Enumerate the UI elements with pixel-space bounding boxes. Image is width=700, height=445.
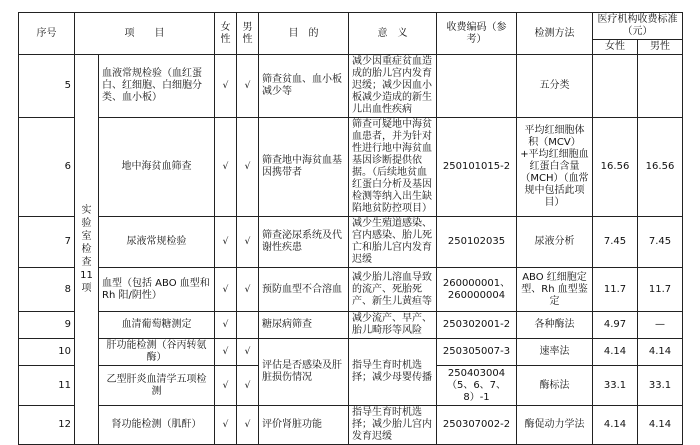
row-code: 250305007-3 bbox=[437, 339, 517, 366]
female-mark: √ bbox=[215, 118, 237, 217]
row-meaning: 筛查可疑地中海贫血患者，并为针对性进行地中海贫血基因诊断提供依据。（后续地贫血红蛋白分析及基因检测等纳入出生缺陷地贫防控项目） bbox=[349, 118, 437, 217]
row-fee-female: 4.14 bbox=[593, 339, 638, 366]
row-fee-female: 11.7 bbox=[593, 268, 638, 312]
female-mark: √ bbox=[215, 55, 237, 118]
row-no: 8 bbox=[19, 268, 75, 312]
category-cell: 实验室检查11项 bbox=[75, 55, 99, 445]
row-meaning: 减少生殖道感染、宫内感染、胎儿死亡和胎儿宫内发育迟缓 bbox=[349, 217, 437, 268]
header-fee-standard: 医疗机构收费标准（元） bbox=[593, 13, 683, 40]
row-no: 12 bbox=[19, 406, 75, 445]
row-method: ABO 红细胞定型、Rh 血型鉴定 bbox=[517, 268, 593, 312]
row-code: 250101015-2 bbox=[437, 118, 517, 217]
row-method: 尿液分析 bbox=[517, 217, 593, 268]
male-mark: √ bbox=[237, 55, 259, 118]
header-meaning: 意 义 bbox=[349, 13, 437, 55]
row-fee-male: 4.14 bbox=[638, 406, 683, 445]
row-no: 5 bbox=[19, 55, 75, 118]
row-code: 250403004（5、6、7、8）-1 bbox=[437, 366, 517, 406]
row-item: 血液常规检验（血红蛋白、红细胞、白细胞分类、血小板） bbox=[99, 55, 215, 118]
row-fee-male: — bbox=[638, 312, 683, 339]
row-fee-male bbox=[638, 55, 683, 118]
female-mark: √ bbox=[215, 406, 237, 445]
row-fee-female: 7.45 bbox=[593, 217, 638, 268]
row-method: 各种酶法 bbox=[517, 312, 593, 339]
row-fee-female: 4.14 bbox=[593, 406, 638, 445]
row-purpose: 筛查泌尿系统及代谢性疾患 bbox=[259, 217, 349, 268]
row-purpose: 评估是否感染及肝脏损伤情况 bbox=[259, 339, 349, 406]
row-fee-male: 11.7 bbox=[638, 268, 683, 312]
row-code: 250302001-2 bbox=[437, 312, 517, 339]
male-mark: √ bbox=[237, 268, 259, 312]
table-row bbox=[19, 55, 683, 118]
row-fee-female: 4.97 bbox=[593, 312, 638, 339]
female-mark: √ bbox=[215, 339, 237, 366]
row-code: 250307002-2 bbox=[437, 406, 517, 445]
row-code: 260000001、260000004 bbox=[437, 268, 517, 312]
row-method: 平均红细胞体积（MCV）+平均红细胞血红蛋白含量（MCH）（血常规中包括此项目） bbox=[517, 118, 593, 217]
male-mark bbox=[237, 312, 259, 339]
header-item: 项 目 bbox=[75, 13, 215, 55]
row-purpose: 预防血型不合溶血 bbox=[259, 268, 349, 312]
row-item: 血型（包括 ABO 血型和 Rh 阳/阴性） bbox=[99, 268, 215, 312]
row-meaning: 减少因重症贫血造成的胎儿宫内发育迟缓；减少因血小板减少造成的新生儿出血性疾病 bbox=[349, 55, 437, 118]
row-item: 血清葡萄糖测定 bbox=[99, 312, 215, 339]
row-item: 乙型肝炎血清学五项检测 bbox=[99, 366, 215, 406]
table-row bbox=[19, 339, 683, 366]
row-purpose: 糖尿病筛查 bbox=[259, 312, 349, 339]
row-meaning: 指导生育时机选择；减少胎儿宫内发育迟缓 bbox=[349, 406, 437, 445]
row-item: 肝功能检测（谷丙转氨酶） bbox=[99, 339, 215, 366]
female-mark: √ bbox=[215, 268, 237, 312]
row-no: 6 bbox=[19, 118, 75, 217]
row-meaning: 指导生育时机选择；减少母婴传播 bbox=[349, 339, 437, 406]
table-row bbox=[19, 406, 683, 445]
row-fee-female bbox=[593, 55, 638, 118]
row-item: 肾功能检测（肌酐） bbox=[99, 406, 215, 445]
male-mark: √ bbox=[237, 366, 259, 406]
fee-table bbox=[18, 12, 683, 445]
table-row bbox=[19, 268, 683, 312]
table-row bbox=[19, 118, 683, 217]
row-fee-male: 33.1 bbox=[638, 366, 683, 406]
male-mark: √ bbox=[237, 217, 259, 268]
row-no: 7 bbox=[19, 217, 75, 268]
row-method: 五分类 bbox=[517, 55, 593, 118]
female-mark: √ bbox=[215, 312, 237, 339]
header-female: 女性 bbox=[215, 13, 237, 55]
header-male: 男性 bbox=[237, 13, 259, 55]
row-item: 地中海贫血筛查 bbox=[99, 118, 215, 217]
row-method: 酶标法 bbox=[517, 366, 593, 406]
table-row bbox=[19, 312, 683, 339]
header-fee-female: 女性 bbox=[593, 40, 638, 55]
header-fee-male: 男性 bbox=[638, 40, 683, 55]
row-fee-male: 16.56 bbox=[638, 118, 683, 217]
row-fee-female: 33.1 bbox=[593, 366, 638, 406]
row-fee-female: 16.56 bbox=[593, 118, 638, 217]
row-no: 10 bbox=[19, 339, 75, 366]
table-row bbox=[19, 217, 683, 268]
row-no: 9 bbox=[19, 312, 75, 339]
row-method: 酶促动力学法 bbox=[517, 406, 593, 445]
row-item: 尿液常规检验 bbox=[99, 217, 215, 268]
header-purpose: 目 的 bbox=[259, 13, 349, 55]
row-purpose: 筛查贫血、血小板减少等 bbox=[259, 55, 349, 118]
row-meaning: 减少胎儿溶血导致的流产、死胎死产、新生儿黄疸等 bbox=[349, 268, 437, 312]
row-purpose: 筛查地中海贫血基因携带者 bbox=[259, 118, 349, 217]
male-mark: √ bbox=[237, 339, 259, 366]
female-mark: √ bbox=[215, 217, 237, 268]
row-purpose: 评价肾脏功能 bbox=[259, 406, 349, 445]
male-mark: √ bbox=[237, 406, 259, 445]
female-mark: √ bbox=[215, 366, 237, 406]
male-mark: √ bbox=[237, 118, 259, 217]
row-meaning: 减少流产、早产、胎儿畸形等风险 bbox=[349, 312, 437, 339]
header-method: 检测方法 bbox=[517, 13, 593, 55]
row-fee-male: 7.45 bbox=[638, 217, 683, 268]
header-no: 序号 bbox=[19, 13, 75, 55]
header-fee-code: 收费编码（参考） bbox=[437, 13, 517, 55]
row-method: 速率法 bbox=[517, 339, 593, 366]
row-code bbox=[437, 55, 517, 118]
row-no: 11 bbox=[19, 366, 75, 406]
row-fee-male: 4.14 bbox=[638, 339, 683, 366]
row-code: 250102035 bbox=[437, 217, 517, 268]
